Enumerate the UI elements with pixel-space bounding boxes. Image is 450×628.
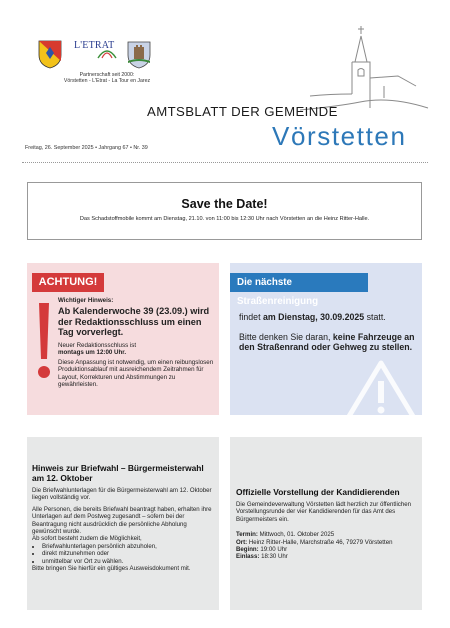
achtung-body: Diese Anpassung ist notwendig, um einen reibungslosen Produktionsablauf mit ausreichendem Zeitrahmen für Layout, Korrekturen und Abstimmungen zu gewährleisten. <box>58 358 214 389</box>
vorstellung-title: Offizielle Vorstellung der Kandidierenden <box>236 487 400 497</box>
partnership-note: Partnerschaft seit 2000: Vörstetten - L'Etrat - La Tour en Jarez <box>63 72 151 85</box>
la-tour-crest-icon <box>125 39 153 69</box>
detail-row: Einlass: 18:30 Uhr <box>236 553 288 561</box>
save-the-date-title: Save the Date! <box>181 197 268 211</box>
save-the-date-box <box>27 182 422 240</box>
briefwahl-body: Die Briefwahlunterlagen für die Bürgermeisterwahl am 12. Oktober liegen vollständig vor. Alle Personen, die bereits Briefwahl beantragt haben, erhalten ihre Unterlagen auf dem Postweg zugesandt – sofern bei der Beantragung nicht ausdrücklich die persönliche Abholung gewünscht wurde. Ab sofort besteht zudem die Möglichkeit, • Briefwahlunterlagen persönlich abzuholen, • direkt mitzunehmen oder • unmittelbar vor Ort zu wählen. Bitte bringen Sie hierfür ein gültiges Ausweisdokument mit. <box>32 487 216 572</box>
vorstellung-body: Die Gemeindeverwaltung Vörstetten lädt herzlich zur öffentlichen Vorstellungsrunde der vier Kandidierenden für das Amt des Bürgermeisters ein. Termin: Mittwoch, 01. Oktober 2025 Ort: Heinz Ritter-Halle, Marchstraße 46, 79279 Vörstetten Beginn: 19:00 Uhr Einlass: 18:30 Uhr <box>236 501 416 561</box>
list-item: • direkt mitzunehmen oder <box>42 550 216 557</box>
briefwahl-title: Hinweis zur Briefwahl – Bürgermeisterwahl am 12. Oktober <box>32 463 204 483</box>
save-the-date-text: Das Schadstoffmobile kommt am Dienstag, 21.10. von 11:00 bis 12:30 Uhr nach Vörstetten an die Heinz Ritter-Halle. <box>79 216 370 222</box>
strassenreinigung-box <box>230 263 422 415</box>
publication-title: AMTSBLATT DER GEMEINDE <box>147 104 338 119</box>
town-name: Vörstetten <box>272 121 407 151</box>
issue-line: Freitag, 26. September 2025 • Jahrgang 67 • Nr. 39 <box>25 145 148 151</box>
exclamation-icon <box>37 303 51 381</box>
neuer-redaktionsschluss: Neuer Redaktionsschluss ist montags um 12:00 Uhr. <box>58 341 137 357</box>
strassenreinigung-banner: Die nächste Straßenreinigung <box>230 273 368 292</box>
etrat-logo-text: L'ETRAT <box>74 40 115 51</box>
warning-triangle-icon <box>345 359 417 421</box>
voerstetten-crest-icon <box>37 39 63 69</box>
briefwahl-box <box>27 437 219 610</box>
detail-row: Ort: Heinz Ritter-Halle, Marchstraße 46, 79279 Vörstetten <box>236 538 393 546</box>
strassenreinigung-text: findet am Dienstag, 30.09.2025 statt. Bitte denken Sie daran, keine Fahrzeuge an den Straßenrand oder Gehweg zu stellen. <box>239 312 415 352</box>
list-item: • Briefwahlunterlagen persönlich abzuholen, <box>42 543 216 550</box>
vorstellung-box <box>230 437 422 610</box>
list-item: • unmittelbar vor Ort zu wählen. <box>42 558 216 565</box>
achtung-box <box>27 263 219 415</box>
achtung-content <box>58 297 216 389</box>
briefwahl-options <box>32 543 216 565</box>
hinweis-headline: Ab Kalenderwoche 39 (23.09.) wird der Redaktionsschluss um einen Tag vorverlegt. <box>58 306 210 337</box>
achtung-badge: ACHTUNG! <box>32 273 104 292</box>
detail-row: Termin: Mittwoch, 01. Oktober 2025 <box>236 531 335 539</box>
hinweis-label: Wichtiger Hinweis: <box>58 297 114 304</box>
detail-row: Beginn: 19:00 Uhr <box>236 546 288 554</box>
divider <box>22 162 428 163</box>
